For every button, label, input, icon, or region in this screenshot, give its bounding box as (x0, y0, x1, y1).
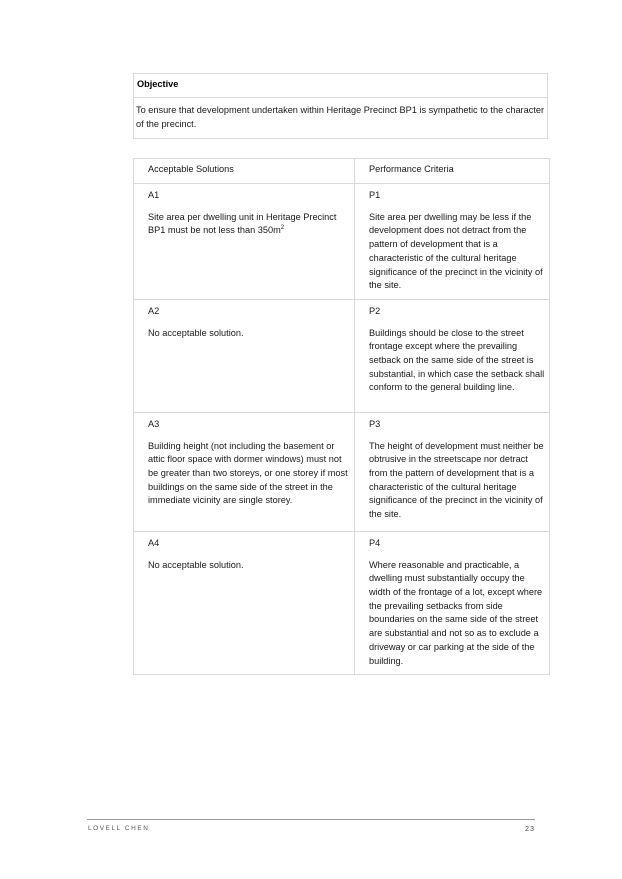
table-header-row (134, 159, 550, 184)
table-row (134, 184, 550, 300)
performance-code: P1 (369, 190, 381, 200)
header-performance-criteria: Performance Criteria (355, 159, 550, 184)
objective-box (133, 73, 548, 139)
page-number: 23 (525, 824, 535, 833)
header-acceptable-solutions: Acceptable Solutions (134, 159, 355, 184)
objective-heading: Objective (134, 74, 547, 98)
performance-text: Buildings should be close to the street frontage except where the prevailing setback on the same side of the street is substantial, in which case the setback shall conform to the general building line. (369, 327, 545, 393)
performance-cell (355, 531, 550, 674)
acceptable-code: A4 (148, 537, 160, 548)
acceptable-text: No acceptable solution. (148, 559, 244, 570)
solutions-table (133, 158, 550, 675)
acceptable-text: No acceptable solution. (148, 327, 244, 338)
acceptable-text: Building height (not including the basement or attic floor space with dormer windows) must not be greater than two storeys, or one storey if most buildings on the same side of the street in the immediate vicinity are single storey. (148, 440, 348, 506)
acceptable-cell (134, 184, 355, 300)
acceptable-cell (134, 531, 355, 674)
superscript-2: 2 (280, 225, 285, 232)
performance-cell (355, 412, 550, 531)
acceptable-text: Site area per dwelling unit in Heritage Precinct BP1 must be not less than $350m^2$ (148, 211, 337, 236)
acceptable-code: A2 (148, 305, 160, 316)
performance-text: Site area per dwelling may be less if the development does not detract from the pattern of development that is a characteristic of the cultural heritage significance of the precinct in the vicinity of the site. (369, 211, 543, 291)
performance-code: P4 (369, 537, 381, 548)
performance-code: P2 (369, 305, 381, 316)
performance-text: The height of development must neither be obtrusive in the streetscape nor detract from the pattern of development that is a characteristic of the cultural heritage significance of the precinct in the vicinity of the site. (369, 440, 544, 520)
table-row (134, 412, 550, 531)
performance-code: P3 (369, 418, 381, 429)
table-row (134, 299, 550, 412)
acceptable-code: A3 (148, 418, 160, 429)
performance-cell (355, 299, 550, 412)
acceptable-cell (134, 299, 355, 412)
objective-text: To ensure that development undertaken within Heritage Precinct BP1 is sympathetic to the character of the precinct. (136, 105, 545, 129)
performance-text: Where reasonable and practicable, a dwelling must substantially occupy the width of the frontage of a lot, except where the prevailing setbacks from side boundaries on the same side of the street are substantial and not so as to exclude a driveway or car parking at the side of the building. (369, 559, 543, 666)
acceptable-code: A1 (148, 190, 160, 200)
acceptable-cell (134, 412, 355, 531)
footer-divider (87, 819, 535, 820)
table-row (134, 531, 550, 674)
performance-cell (355, 184, 550, 300)
footer-brand: LOVELL CHEN (88, 825, 150, 832)
